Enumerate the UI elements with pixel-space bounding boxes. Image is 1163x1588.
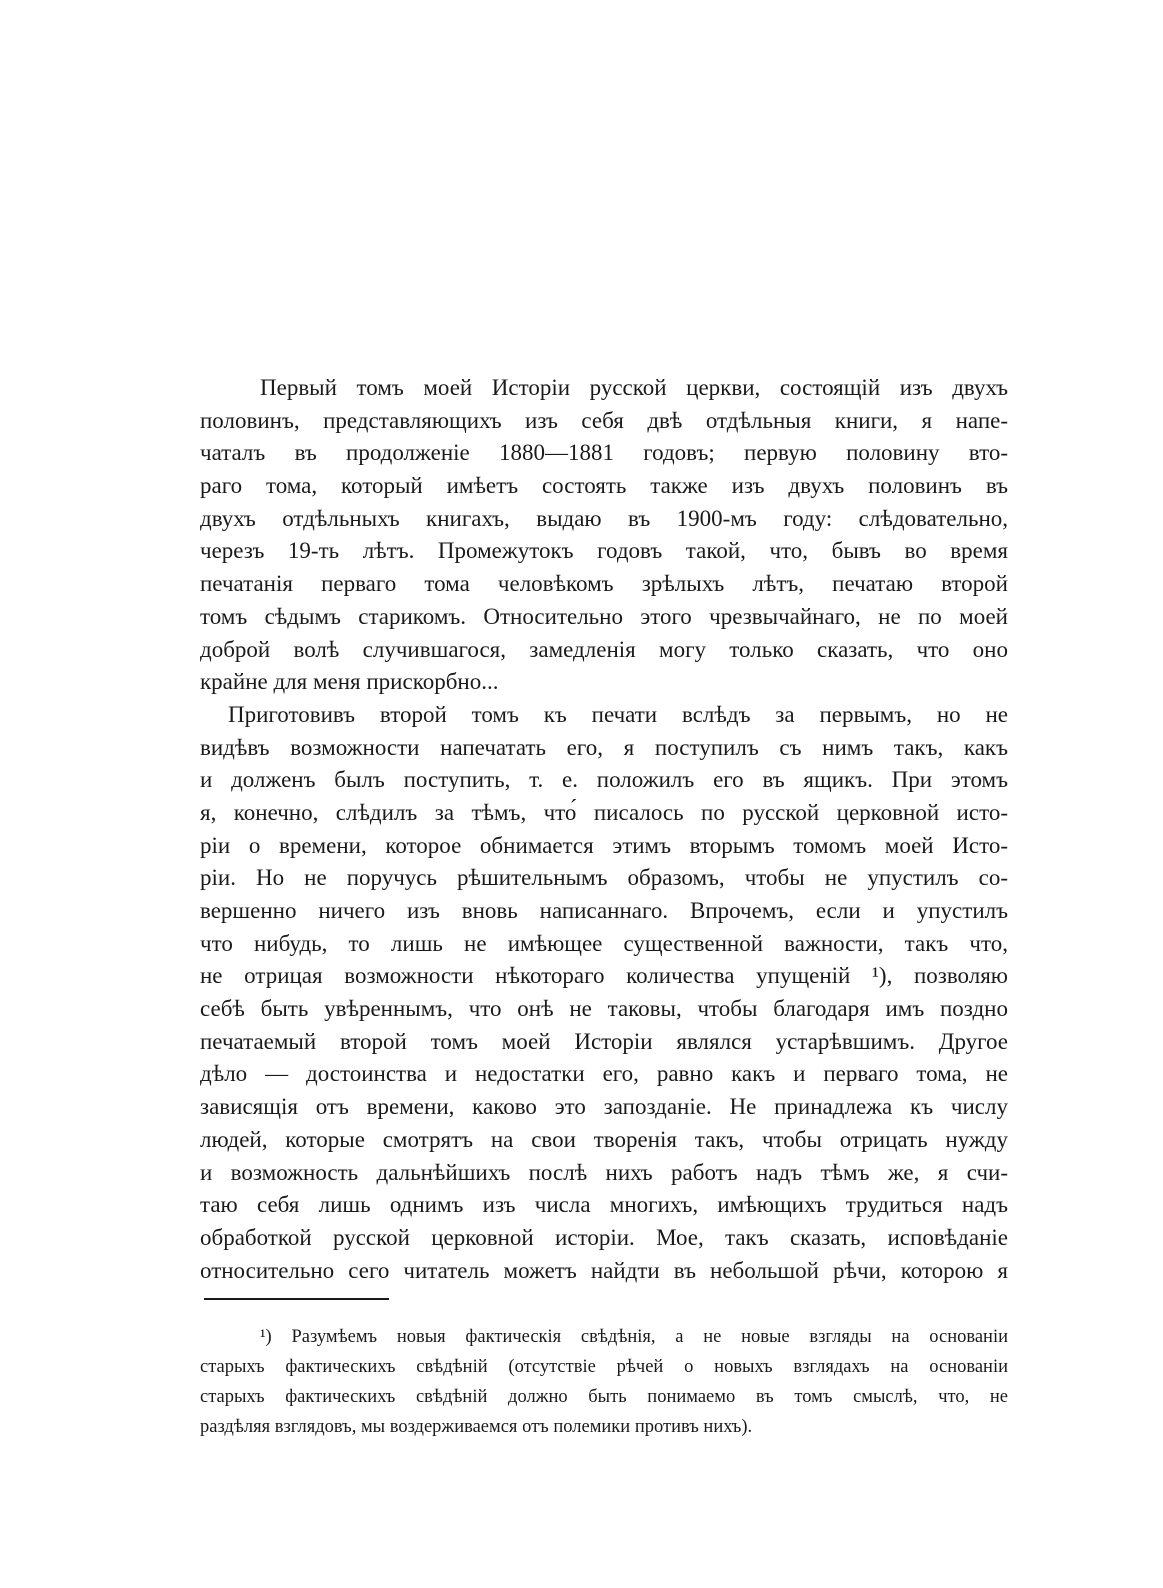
paragraph-line: печатаемый второй томъ моей Исторіи являлся устарѣвшимъ. Другое [200, 1028, 1008, 1054]
paragraph-line: печатанія перваго тома человѣкомъ зрѣлыхъ лѣтъ, печатаю второй [200, 571, 1008, 597]
paragraph-line: крайне для меня прискорбно... [200, 669, 499, 695]
footnote-line: раздѣляя взглядовъ, мы воздерживаемся отъ полемики противъ нихъ). [200, 1417, 753, 1437]
paragraph-line: я, конечно, слѣдилъ за тѣмъ, что́ писалось по русской церковной исто- [200, 799, 1008, 825]
paragraph-line: не отрицая возможности нѣкотораго количества упущеній ¹), позволяю [200, 963, 1008, 989]
footnote-line: старыхъ фактическихъ свѣдѣній должно быть понимаемо въ томъ смыслѣ, что, не [200, 1387, 1008, 1407]
paragraph-line: людей, которые смотрятъ на свои творенія такъ, чтобы отрицать нужду [200, 1126, 1008, 1152]
footnote-line: ¹) Разумѣемъ новыя фактическія свѣдѣнія, а не новые взгляды на основаніи [260, 1327, 1008, 1347]
paragraph-line: относительно сего читатель можетъ найдти въ небольшой рѣчи, которою я [200, 1257, 1008, 1283]
paragraph-line: ріи. Но не поручусь рѣшительнымъ образомъ, чтобы не упустилъ со- [200, 865, 1008, 891]
paragraph-line: и долженъ былъ поступить, т. е. положилъ его въ ящикъ. При этомъ [200, 767, 1008, 793]
paragraph-line: и возможность дальнѣйшихъ послѣ нихъ работъ надъ тѣмъ же, я счи- [200, 1159, 1008, 1185]
paragraph-line: себѣ быть увѣреннымъ, что онѣ не таковы, чтобы благодаря имъ поздно [200, 996, 1008, 1022]
paragraph-line: доброй волѣ случившагося, замедленія могу только сказать, что оно [200, 636, 1008, 662]
footnotes [200, 1322, 1008, 1442]
paragraph-line: половинъ, представляющихъ изъ себя двѣ отдѣльныя книги, я напе- [200, 407, 1008, 433]
paragraph-line: Первый томъ моей Исторіи русской церкви, состоящій изъ двухъ [260, 375, 1008, 400]
main-text [200, 372, 1008, 1287]
paragraph-line: дѣло — достоинства и недостатки его, равно какъ и перваго тома, не [200, 1061, 1008, 1087]
paragraph-line: томъ сѣдымъ старикомъ. Относительно этого чрезвычайнаго, не по моей [200, 603, 1008, 629]
paragraph-line: раго тома, который имѣетъ состоять также изъ двухъ половинъ въ [200, 473, 1008, 499]
paragraph-line: двухъ отдѣльныхъ книгахъ, выдаю въ 1900-мъ году: слѣдовательно, [200, 505, 1008, 531]
footnote-divider [204, 1298, 389, 1300]
paragraph-line: черезъ 19-ть лѣтъ. Промежутокъ годовъ такой, что, бывъ во время [200, 538, 1008, 564]
paragraph-line: ріи о времени, которое обнимается этимъ вторымъ томомъ моей Исто- [200, 832, 1008, 858]
paragraph-line: вершенно ничего изъ вновь написаннаго. Впрочемъ, если и упустилъ [200, 898, 1008, 923]
footnote-line: старыхъ фактическихъ свѣдѣній (отсутствіе рѣчей о новыхъ взглядахъ на основаніи [200, 1357, 1008, 1377]
paragraph-line: видѣвъ возможности напечатать его, я поступилъ съ нимъ такъ, какъ [200, 734, 1008, 760]
paragraph-line: что нибудь, то лишь не имѣющее существенной важности, такъ что, [200, 930, 1008, 956]
paragraph-line: чаталъ въ продолженіе 1880—1881 годовъ; первую половину вто- [200, 440, 1008, 466]
paragraph-line: обработкой русской церковной исторіи. Мое, такъ сказать, исповѣданіе [200, 1224, 1008, 1250]
paragraph-line: зависящія отъ времени, каково это запозданіе. Не принадлежа къ числу [200, 1094, 1008, 1120]
paragraph-line: таю себя лишь однимъ изъ числа многихъ, имѣющихъ трудиться надъ [200, 1192, 1008, 1218]
paragraph-line: Приготовивъ второй томъ къ печати вслѣдъ за первымъ, но не [228, 701, 1008, 727]
